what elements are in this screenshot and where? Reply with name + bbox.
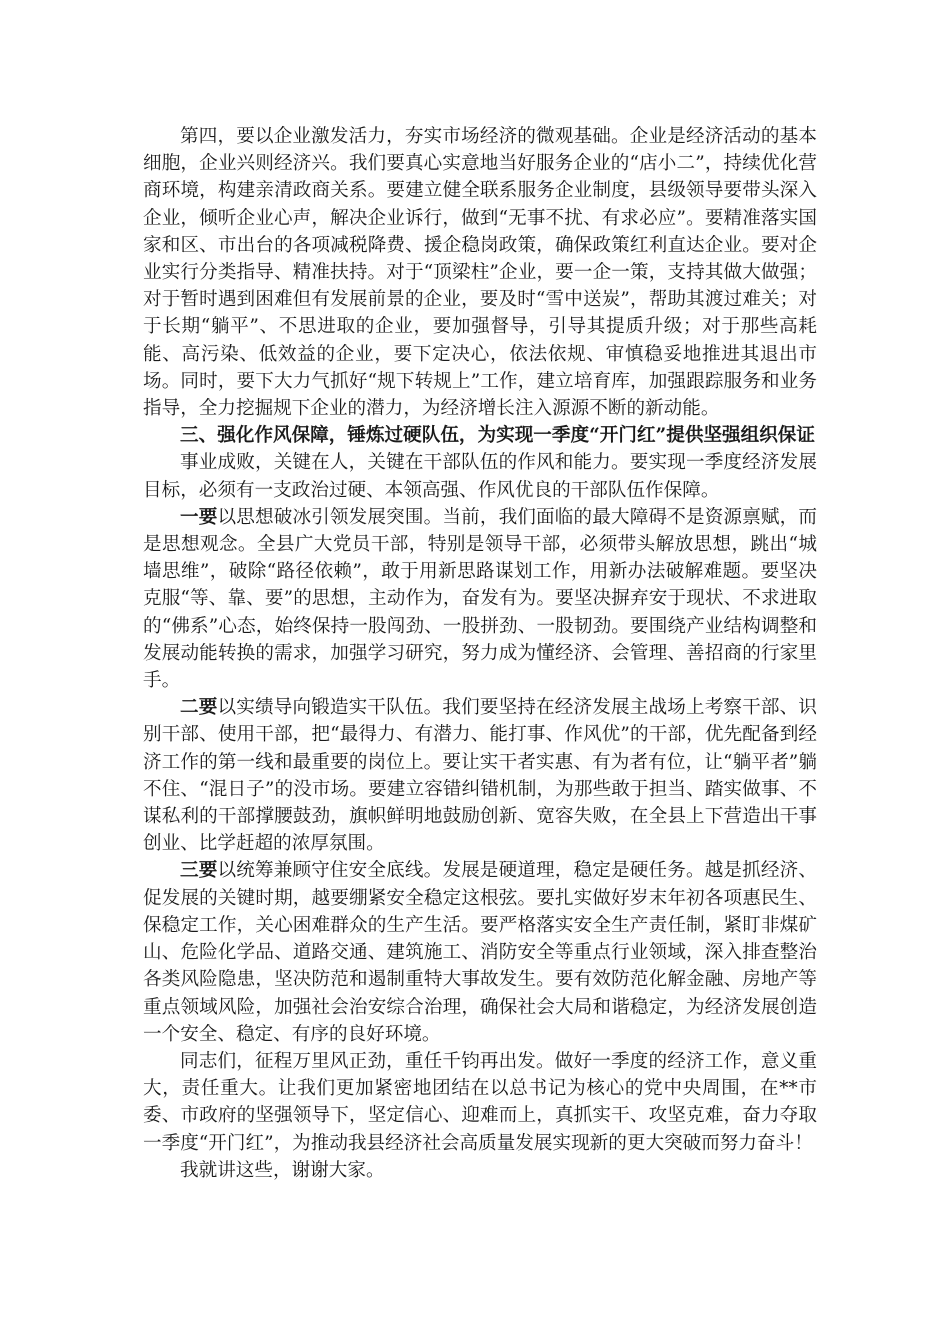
paragraph-third-requirement: [143, 857, 817, 1047]
paragraph-first-requirement: [143, 504, 817, 694]
paragraph-text: 事业成败，关键在人，关键在干部队伍的作风和能力。要实现一季度经济发展目标，必须有一支政治过硬、本领高强、作风优良的干部队伍作保障。: [143, 452, 817, 501]
paragraph-text: 我就讲这些，谢谢大家。: [180, 1159, 385, 1181]
paragraph-text: 以统筹兼顾守住安全底线。发展是硬道理，稳定是硬任务。越是抓经济、促发展的关键时期，越要绷紧安全稳定这根弦。要扎实做好岁末年初各项惠民生、保稳定工作，关心困难群众的生产生活。要严格落实安全生产责任制，紧盯非煤矿山、危险化学品、道路交通、建筑施工、消防安全等重点行业领域，深入排查整治各类风险隐患，坚决防范和遏制重特大事故发生。要有效防范化解金融、房地产等重点领域风险，加强社会治安综合治理，确保社会大局和谐稳定，为经济发展创造一个安全、稳定、有序的良好环境。: [143, 860, 817, 1045]
paragraph-second-requirement: [143, 694, 817, 857]
paragraph-lead: 二要: [180, 697, 218, 719]
paragraph-text: 同志们，征程万里风正劲，重任千钧再出发。做好一季度的经济工作，意义重大，责任重大。让我们更加紧密地团结在以总书记为核心的党中央周围，在**市委、市政府的坚强领导下，坚定信心、迎难而上，真抓实干、攻坚克难，奋力夺取一季度“开门红”，为推动我县经济社会高质量发展实现新的更大突破而努力奋斗！: [143, 1050, 817, 1154]
document-page: [143, 123, 817, 1184]
paragraph-cadre-team: [143, 449, 817, 503]
paragraph-lead: 三要: [180, 860, 218, 882]
paragraph-text: 第四，要以企业激发活力，夯实市场经济的微观基础。企业是经济活动的基本细胞，企业兴则经济兴。我们要真心实意地当好服务企业的“店小二”，持续优化营商环境，构建亲清政商关系。要建立健全联系服务企业制度，县级领导要带头深入企业，倾听企业心声，解决企业诉行，做到“无事不扰、有求必应”。要精准落实国家和区、市出台的各项减税降费、援企稳岗政策，确保政策红利直达企业。要对企业实行分类指导、精准扶持。对于“顶梁柱”企业，要一企一策，支持其做大做强；对于暂时遇到困难但有发展前景的企业，要及时“雪中送炭”，帮助其渡过难关；对于长期“躺平”、不思进取的企业，要加强督导，引导其提质升级；对于那些高耗能、高污染、低效益的企业，要下定决心，依法依规、审慎稳妥地推进其退出市场。同时，要下大力气抓好“规下转规上”工作，建立培育库，加强跟踪服务和业务指导，全力挖掘规下企业的潜力，为经济增长注入源源不断的新动能。: [143, 126, 817, 420]
paragraph-closing-call: [143, 1048, 817, 1157]
paragraph-lead: 一要: [180, 506, 218, 528]
paragraph-enterprise-vitality: [143, 123, 817, 422]
paragraph-thanks: [143, 1157, 817, 1184]
section-heading-three: 三、强化作风保障，锤炼过硬队伍，为实现一季度“开门红”提供坚强组织保证: [180, 425, 815, 447]
paragraph-text: 以思想破冰引领发展突围。当前，我们面临的最大障碍不是资源禀赋，而是思想观念。全县广大党员干部，特别是领导干部，必须带头解放思想，跳出“城墙思维”，破除“路径依赖”，敢于用新思路谋划工作，用新办法破解难题。要坚决克服“等、靠、要”的思想，主动作为，奋发有为。要坚决摒弃安于现状、不求进取的“佛系”心态，始终保持一股闯劲、一股拼劲、一股韧劲。要围绕产业结构调整和发展动能转换的需求，加强学习研究，努力成为懂经济、会管理、善招商的行家里手。: [143, 506, 817, 692]
paragraph-text: 以实绩导向锻造实干队伍。我们要坚持在经济发展主战场上考察干部、识别干部、使用干部，把“最得力、有潜力、能打事、作风优”的干部，优先配备到经济工作的第一线和最重要的岗位上。要让实干者实惠、有为者有位，让“躺平者”躺不住、“混日子”的没市场。要建立容错纠错机制，为那些敢于担当、踏实做事、不谋私利的干部撑腰鼓劲，旗帜鲜明地鼓励创新、宽容失败，在全县上下营造出干事创业、比学赶超的浓厚氛围。: [143, 697, 817, 855]
